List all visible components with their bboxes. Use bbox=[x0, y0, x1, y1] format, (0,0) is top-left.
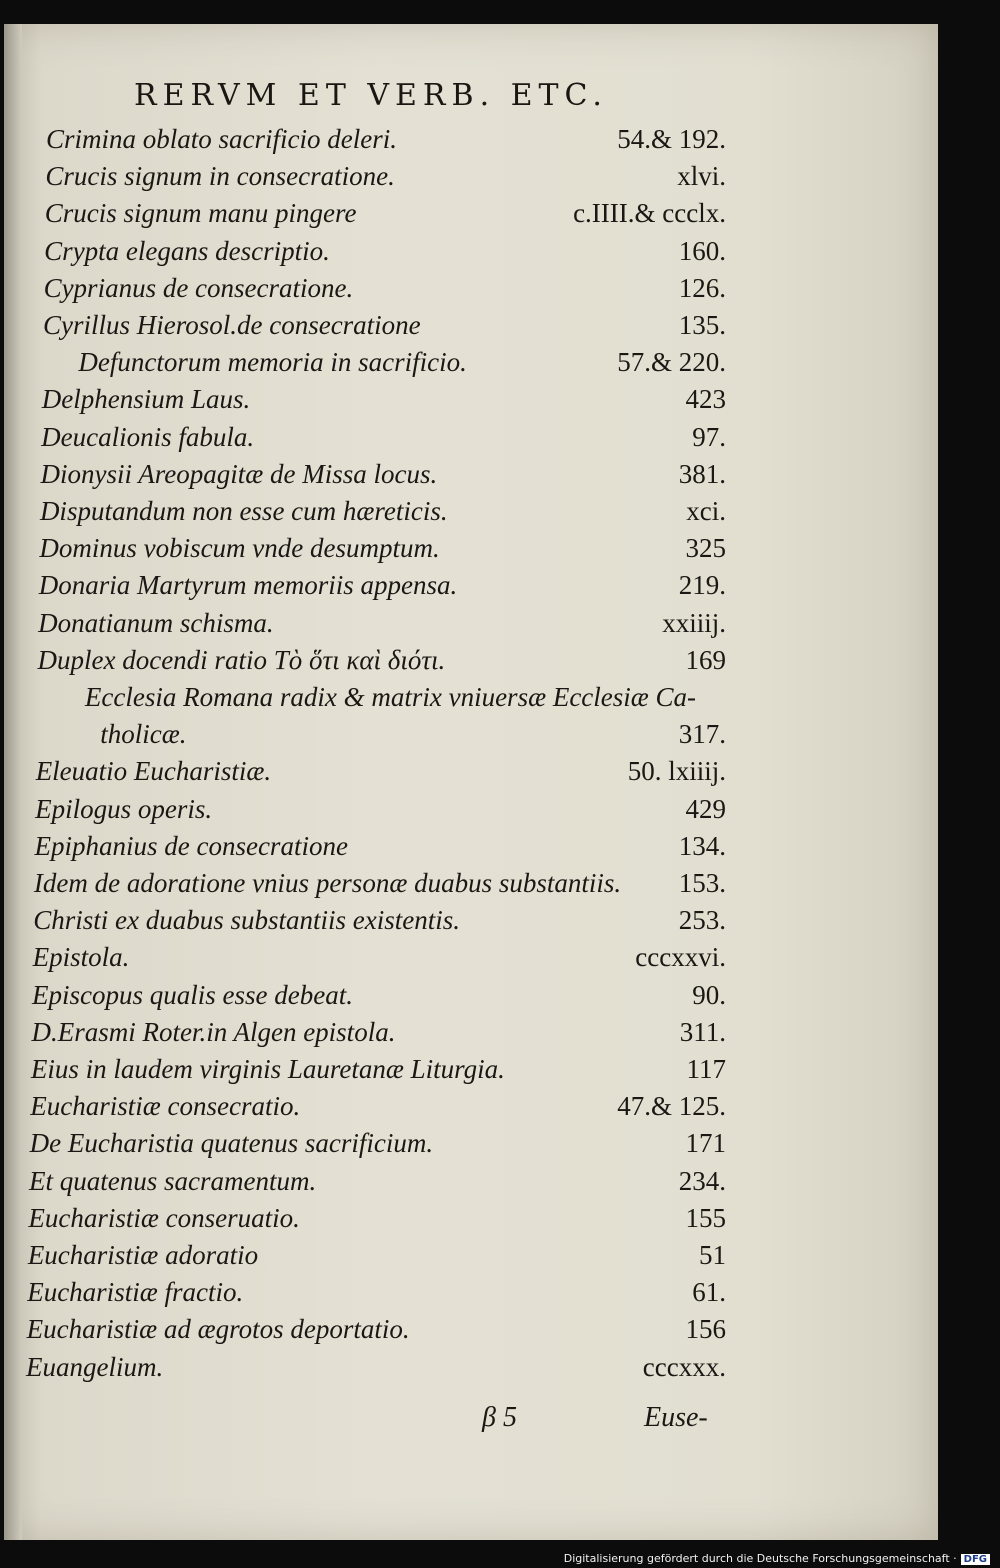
signature-mark: β 5 bbox=[482, 1402, 517, 1433]
entry-page-ref: 126. bbox=[678, 272, 726, 303]
entry-term: Epilogus operis. bbox=[35, 793, 213, 824]
book-page bbox=[4, 24, 938, 1540]
entry-term: Crucis signum in consecratione. bbox=[45, 161, 395, 192]
index-entry bbox=[44, 273, 726, 309]
entry-term: Donatianum schisma. bbox=[38, 607, 274, 638]
entry-page-ref: 47.& 125. bbox=[617, 1091, 726, 1122]
index-entry bbox=[85, 682, 726, 718]
entry-term: Deucalionis fabula. bbox=[41, 421, 255, 452]
index-entry bbox=[27, 1314, 726, 1350]
entry-page-ref: 317. bbox=[678, 719, 726, 750]
index-entry bbox=[31, 1017, 726, 1053]
entry-page-ref: 57.& 220. bbox=[617, 347, 726, 378]
entry-page-ref: 134. bbox=[678, 830, 726, 861]
index-entry bbox=[46, 124, 726, 160]
index-entry bbox=[32, 980, 726, 1016]
index-entry bbox=[28, 1203, 726, 1239]
entry-page-ref: 156 bbox=[685, 1314, 726, 1345]
entry-term: Crypta elegans descriptio. bbox=[44, 235, 330, 266]
entry-page-ref: 423 bbox=[685, 384, 726, 415]
entry-page-ref: 169 bbox=[685, 644, 726, 675]
digitization-credit bbox=[564, 1552, 990, 1565]
entry-page-ref: 253. bbox=[678, 905, 726, 936]
index-entry bbox=[100, 719, 726, 755]
credit-text: Digitalisierung gefördert durch die Deutsche Forschungsgemeinschaft · bbox=[563, 1552, 957, 1565]
index-entry bbox=[78, 347, 726, 383]
index-entry bbox=[33, 905, 726, 941]
entry-page-ref: 61. bbox=[692, 1277, 726, 1308]
entry-term: Ecclesia Romana radix & matrix vniuersæ Ecclesiæ Ca- bbox=[84, 682, 697, 712]
entry-page-ref: xxiiij. bbox=[662, 607, 726, 638]
entry-term: De Eucharistia quatenus sacrificium. bbox=[29, 1128, 434, 1159]
entry-term: Episcopus qualis esse debeat. bbox=[32, 979, 354, 1010]
entry-term: Idem de adoratione vnius personæ duabus substantiis. bbox=[33, 868, 622, 898]
entry-term: Epistola. bbox=[32, 942, 130, 973]
entry-term: Cyprianus de consecratione. bbox=[43, 272, 354, 303]
index-entry bbox=[45, 198, 726, 234]
index-entry bbox=[31, 1054, 726, 1090]
entry-page-ref: 54.& 192. bbox=[617, 124, 726, 154]
index-entry bbox=[35, 794, 726, 830]
index-entry bbox=[45, 161, 726, 197]
entry-page-ref: xci. bbox=[686, 496, 726, 526]
index-entry bbox=[39, 570, 726, 606]
index-entry bbox=[33, 942, 726, 978]
index-entry bbox=[42, 384, 726, 420]
entry-page-ref: 325 bbox=[685, 533, 726, 564]
entry-page-ref: 155 bbox=[685, 1202, 726, 1233]
index-entry bbox=[29, 1166, 726, 1202]
entry-page-ref: 171 bbox=[685, 1128, 726, 1159]
entry-term: Et quatenus sacramentum. bbox=[29, 1165, 317, 1196]
entry-term: Dominus vobiscum vnde desumptum. bbox=[39, 533, 440, 564]
entry-page-ref: 160. bbox=[678, 235, 726, 266]
entry-term: D.Erasmi Roter.in Algen epistola. bbox=[31, 1016, 396, 1047]
index-entry bbox=[38, 608, 726, 644]
entry-term: Disputandum non esse cum hæreticis. bbox=[39, 496, 448, 526]
entry-term: Duplex docendi ratio Τὸ ὅτι καὶ διότι. bbox=[37, 644, 446, 675]
entry-term: Crimina oblato sacrificio deleri. bbox=[46, 124, 397, 154]
index-entry bbox=[26, 1352, 726, 1388]
dfg-logo: DFG bbox=[961, 1554, 990, 1565]
entry-term: Eucharistiæ conseruatio. bbox=[28, 1202, 300, 1233]
entry-page-ref: 90. bbox=[692, 979, 726, 1010]
entry-page-ref: 311. bbox=[679, 1016, 726, 1047]
index-entry bbox=[30, 1128, 726, 1164]
catchword: Euse- bbox=[644, 1402, 708, 1433]
entry-term: Eucharistiæ consecratio. bbox=[30, 1091, 301, 1122]
entry-term: Delphensium Laus. bbox=[41, 384, 251, 415]
index-entry bbox=[41, 422, 726, 458]
index-entry bbox=[30, 1091, 726, 1127]
entry-term: Crucis signum manu pingere bbox=[44, 198, 357, 229]
entry-term: Eius in laudem virginis Lauretanæ Liturgia. bbox=[30, 1054, 505, 1084]
entry-term: tholicæ. bbox=[100, 719, 187, 750]
entry-page-ref: xlvi. bbox=[677, 161, 726, 192]
entry-term: Defunctorum memoria in sacrificio. bbox=[78, 347, 467, 378]
index-entry bbox=[41, 459, 726, 495]
index-entry bbox=[39, 533, 726, 569]
entry-page-ref: cccxxx. bbox=[642, 1351, 726, 1382]
entry-page-ref: 50. lxiiij. bbox=[627, 756, 726, 787]
entry-page-ref: 117 bbox=[686, 1054, 726, 1084]
index-entry bbox=[36, 756, 726, 792]
entry-term: Christi ex duabus substantiis existentis. bbox=[33, 905, 461, 936]
entry-term: Epiphanius de consecratione bbox=[34, 830, 348, 861]
index-entry bbox=[44, 236, 726, 272]
index-entry bbox=[27, 1277, 726, 1313]
entry-term: Eucharistiæ fractio. bbox=[27, 1277, 244, 1308]
entry-page-ref: 219. bbox=[678, 570, 726, 601]
entry-term: Eucharistiæ adoratio bbox=[27, 1240, 259, 1270]
index-entry bbox=[43, 310, 726, 346]
index-entry bbox=[34, 831, 726, 867]
entry-term: Dionysii Areopagitæ de Missa locus. bbox=[40, 458, 438, 489]
entry-term: Euangelium. bbox=[26, 1351, 164, 1382]
entry-term: Cyrillus Hierosol.de consecratione bbox=[42, 310, 421, 340]
entry-term: Eucharistiæ ad ægrotos deportatio. bbox=[26, 1314, 410, 1345]
index-entry bbox=[40, 496, 726, 532]
entry-page-ref: 234. bbox=[678, 1165, 726, 1196]
entry-page-ref: cccxxvi. bbox=[635, 942, 726, 973]
entry-page-ref: 97. bbox=[692, 421, 726, 452]
index-entry bbox=[38, 645, 726, 681]
index-entry bbox=[28, 1240, 726, 1276]
running-header: RERVM ET VERB. ETC. bbox=[134, 78, 608, 113]
entry-term: Donaria Martyrum memoriis appensa. bbox=[38, 570, 458, 601]
entry-page-ref: 135. bbox=[678, 310, 726, 340]
entry-page-ref: 429 bbox=[685, 793, 726, 824]
entry-page-ref: 153. bbox=[678, 868, 726, 898]
entry-term: Eleuatio Eucharistiæ. bbox=[35, 756, 272, 787]
entry-page-ref: 51 bbox=[698, 1240, 726, 1270]
entry-page-ref: c.IIII.& ccclx. bbox=[573, 198, 726, 229]
index-entry bbox=[34, 868, 726, 904]
entry-page-ref: 381. bbox=[678, 458, 726, 489]
index-entries bbox=[4, 24, 938, 1540]
